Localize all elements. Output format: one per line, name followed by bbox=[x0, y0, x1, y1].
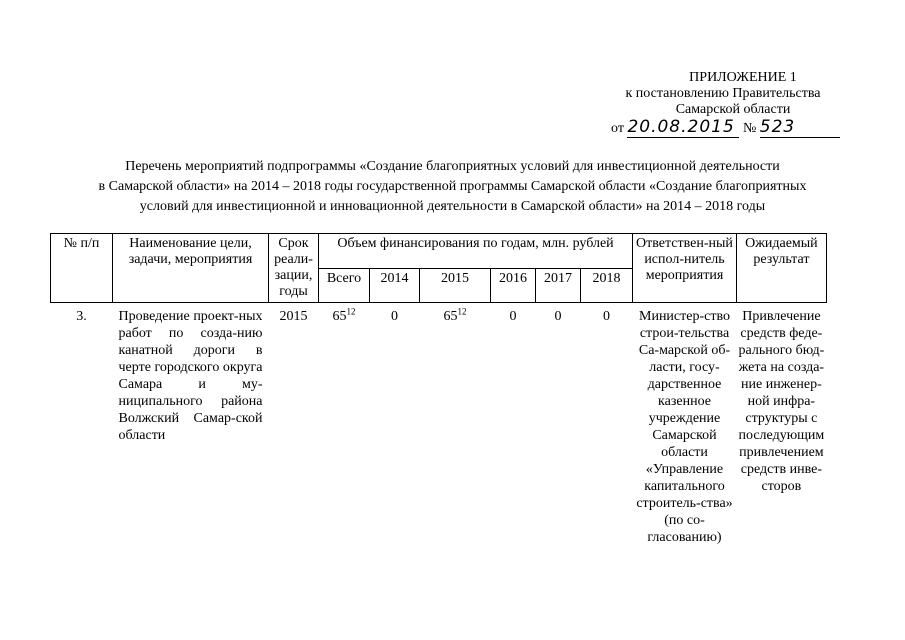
handwritten-number: 523 bbox=[760, 117, 840, 138]
cell-result: Привлечение средств феде-рального бюд-жета на созда-ние инженер-ной инфра-структуры с последующим привлечением средств инве-сторов bbox=[738, 309, 825, 494]
cell-term: 2015 bbox=[279, 309, 308, 324]
footnote-ref: 12 bbox=[457, 306, 467, 317]
header-result: Ожидаемый результат bbox=[737, 234, 827, 303]
cell-2017: 0 bbox=[554, 309, 562, 324]
cell-2014: 0 bbox=[391, 309, 398, 324]
cell-responsible: Министер-ство строи-тельства Са-марской об-ласти, госу-дарственное казенное учреждение Самарской области «Управление капитального строитель-ства» (по со-гласованию) bbox=[636, 309, 733, 545]
header-total: Всего bbox=[319, 268, 370, 303]
header-num: № п/п bbox=[51, 234, 113, 303]
table-row bbox=[51, 303, 827, 547]
cell-2015-value: 65 bbox=[443, 309, 458, 324]
header-responsible: Ответствен-ный испол-нитель мероприятия bbox=[633, 234, 737, 303]
footnote-ref: 12 bbox=[346, 306, 356, 317]
document-title-line-1: Перечень мероприятий подпрограммы «Создание благоприятных условий для инвестиционной деятельности bbox=[125, 159, 780, 174]
cell-total-value: 65 bbox=[332, 309, 347, 324]
cell-total bbox=[319, 303, 370, 547]
appendix-date-line bbox=[611, 117, 840, 138]
number-label: № bbox=[742, 121, 757, 136]
header-funding: Объем финансирования по годам, млн. рублей bbox=[319, 234, 633, 269]
from-label: от bbox=[611, 121, 624, 136]
measures-table bbox=[50, 233, 827, 546]
header-2014: 2014 bbox=[370, 268, 420, 303]
cell-2015 bbox=[420, 303, 491, 547]
document-title-line-3: условий для инвестиционной и инновационной деятельности в Самарской области» на 2014 – 2018 годы bbox=[139, 199, 766, 214]
appendix-region-line: Самарской области bbox=[675, 102, 791, 117]
cell-2018: 0 bbox=[603, 309, 610, 324]
cell-2016: 0 bbox=[509, 309, 517, 324]
document-title-line-2: в Самарской области» на 2014 – 2018 годы государственной программы Самарской области «Создание благоприятных bbox=[98, 179, 807, 194]
header-2018: 2018 bbox=[581, 268, 633, 303]
header-term: Срок реали-зации, годы bbox=[269, 234, 319, 303]
header-name: Наименование цели, задачи, мероприятия bbox=[113, 234, 269, 303]
header-2016: 2016 bbox=[491, 268, 536, 303]
cell-num: 3. bbox=[76, 309, 87, 324]
header-2017: 2017 bbox=[536, 268, 581, 303]
appendix-resolution-line: к постановлению Правительства bbox=[625, 86, 821, 101]
cell-name: Проведение проект-ных работ по созда-нию канатной дороги в черте городского округа Самара и му-ниципального района Волжский Самар-ской области bbox=[118, 309, 263, 443]
handwritten-date: 20.08.2015 bbox=[627, 117, 739, 138]
header-2015: 2015 bbox=[420, 268, 491, 303]
appendix-title: ПРИЛОЖЕНИЕ 1 bbox=[689, 70, 797, 85]
